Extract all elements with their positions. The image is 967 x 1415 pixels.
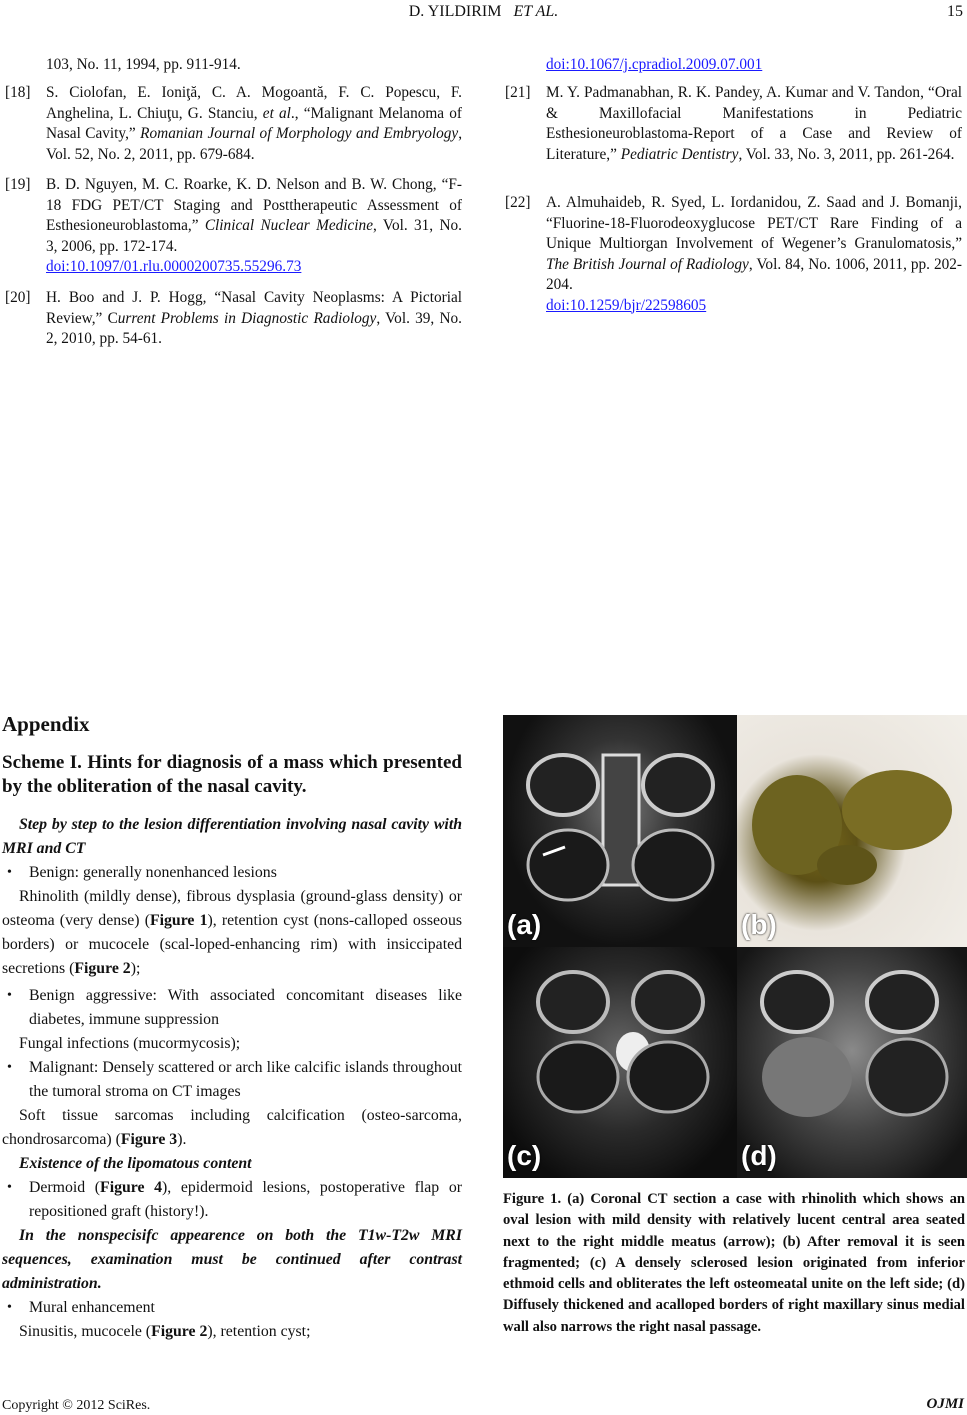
figure-1 xyxy=(503,715,967,1178)
reference-details: , Vol. 31, No. 3, 2006, pp. 172-174. xyxy=(46,217,462,255)
reference-number: [21] xyxy=(505,84,531,101)
reference-title: H. Boo and J. P. Hogg, “Nasal Cavity Neoplasms: A Pictorial Review,” C xyxy=(46,289,462,327)
reference-journal: urrent Problems in Diagnostic Radiology xyxy=(117,309,377,327)
reference-details: , Vol. 33, No. 3, 2011, pp. 261-264. xyxy=(738,145,955,163)
reference-details: , Vol. 84, No. 1006, 2011, pp. 202-204. xyxy=(546,255,962,293)
lipomatous-heading: Existence of the lipomatous content xyxy=(19,1155,252,1172)
reference-20 xyxy=(5,288,462,350)
reference-details: , Vol. 52, No. 2, 2011, pp. 679-684. xyxy=(46,125,463,163)
doi-link[interactable]: doi:10.1259/bjr/22598605 xyxy=(546,296,707,314)
paragraph: Fungal infections (mucormycosis); xyxy=(19,1035,241,1052)
nonspecific-heading: In the nonspecisifc appearence on both the T1w-T2w MRI sequences, examination must be continued after contrast administration. xyxy=(2,1227,462,1292)
bullet-item: • Malignant: Densely scattered or arch like calcific islands throughout the tumoral stroma on CT images xyxy=(2,1056,462,1104)
text: Rhinolith (mildly dense), fibrous dysplasia (ground-glass density) or osteoma (very dense) ( xyxy=(2,888,462,929)
figure-ref: Figure 3 xyxy=(120,1131,178,1148)
text: ). xyxy=(177,1131,187,1148)
reference-number: [22] xyxy=(505,194,531,211)
bullet-item: • Benign: generally nonenhanced lesions xyxy=(2,861,462,885)
appendix-heading: Appendix xyxy=(2,712,90,736)
step-heading: Step by step to the lesion differentiation involving nasal cavity with MRI and CT xyxy=(2,816,462,857)
text: Soft tissue sarcomas including calcification (osteo-sarcoma, chondrosarcoma) ( xyxy=(2,1107,462,1148)
ct-image-panel-c xyxy=(503,947,737,1178)
figure-ref: Figure 1 xyxy=(149,912,208,929)
bullet-item: • Benign aggressive: With associated concomitant diseases like diabetes, immune suppression xyxy=(2,984,462,1032)
reference-details: , Vol. 39, No. 2, 2010, pp. 54-61. xyxy=(46,309,462,347)
appendix-body xyxy=(2,813,462,1344)
reference-journal: Pediatric Dentistry xyxy=(620,145,739,163)
reference-continuation-doi xyxy=(505,55,962,76)
panel-label: (b) xyxy=(741,909,777,940)
reference-title: B. D. Nguyen, M. C. Roarke, K. D. Nelson and B. W. Chong, “F-18 FDG PET/CT Staging and Posttherapeutic Assessment of Esthesioneuroblastoma,” xyxy=(46,176,462,234)
reference-title: ., “Malignant Melanoma of Nasal Cavity,” xyxy=(46,104,462,142)
reference-text: 103, No. 11, 1994, pp. 911-914. xyxy=(46,56,241,73)
reference-journal: Clinical Nuclear Medicine xyxy=(204,217,373,234)
doi-link[interactable]: doi:10.1097/01.rlu.0000200735.55296.73 xyxy=(46,258,302,275)
text: ); xyxy=(130,960,141,977)
bullet-item xyxy=(2,1176,462,1224)
panel-label: (a) xyxy=(507,909,542,940)
reference-title: M. Y. Padmanabhan, R. K. Pandey, A. Kumar and V. Tandon, “Oral & Maxillofacial Manifestations in Pediatric Esthesioneuroblastoma-Report of a Case and Review of Literature,” xyxy=(546,84,962,163)
reference-authors: S. Ciolofan, E. Ioniţă, C. A. Mogoantă, F. C. Popescu, F. Anghelina, L. Chiuţu, G. Stanciu, xyxy=(46,84,462,122)
header-authors: D. YILDIRIM xyxy=(408,3,502,20)
reference-number: [19] xyxy=(5,176,31,193)
running-header xyxy=(0,3,967,21)
reference-number: [20] xyxy=(5,289,31,306)
figure-ref: Figure 2 xyxy=(151,1323,208,1340)
paragraph xyxy=(2,1320,462,1344)
bullet-item: • Mural enhancement xyxy=(2,1296,462,1320)
copyright: Copyright © 2012 SciRes. xyxy=(2,1398,151,1413)
reference-journal: Romanian Journal of Morphology and Embryology xyxy=(140,125,459,142)
panel-label: (c) xyxy=(507,1140,542,1171)
reference-continuation xyxy=(5,55,462,76)
reference-21 xyxy=(505,83,962,165)
reference-19 xyxy=(5,175,462,278)
photo-panel-b xyxy=(737,715,967,947)
ct-image-panel-d xyxy=(737,947,967,1178)
text: Dermoid ( xyxy=(29,1179,101,1196)
reference-journal: The British Journal of Radiology xyxy=(546,255,749,273)
panel-label: (d) xyxy=(741,1140,777,1171)
reference-number: [18] xyxy=(5,84,31,101)
figure-ref: Figure 4 xyxy=(100,1179,163,1196)
journal-name: OJMI xyxy=(926,1396,964,1412)
scheme-heading: Scheme I. Hints for diagnosis of a mass which presented by the obliteration of the nasal cavity. xyxy=(2,752,462,797)
page-number: 15 xyxy=(947,3,963,20)
reference-18 xyxy=(5,83,462,165)
text: ), epidermoid lesions, postoperative flap or repositioned graft (history!). xyxy=(29,1179,462,1220)
header-etal: ET AL. xyxy=(513,3,559,20)
reference-etal: et al xyxy=(262,104,291,122)
paragraph xyxy=(2,1104,462,1152)
ct-image-panel-a xyxy=(503,715,737,947)
reference-title: A. Almuhaideb, R. Syed, L. Iordanidou, Z. Saad and J. Bomanji, “Fluorine-18-Fluorodeoxyglucose PET/CT Rare Finding of a Unique Multiorgan Involvement of Wegener’s Granulomatosis,” xyxy=(546,194,962,252)
figure-caption: Figure 1. (a) Coronal CT section a case with rhinolith which shows an oval lesion with mild density with relatively lucent central area seated next to the right middle meatus (arrow); (b) After removal it is seen fragmented; (c) A densely sclerosed lesion originated from inferior ethmoid cells and obliterates the left osteomeatal unite on the left side; (d) Diffusely thickened and acalloped borders of right maxillary sinus medial wall also narrows the right nasal passage. xyxy=(503,1191,965,1335)
text: ), retention cyst; xyxy=(207,1323,311,1340)
doi-link[interactable]: doi:10.1067/j.cpradiol.2009.07.001 xyxy=(546,56,763,73)
reference-22 xyxy=(505,193,962,316)
paragraph xyxy=(2,885,462,981)
text: ), retention cyst (nons-calloped osseous borders) or mucocele (scal-loped-enhancing rim) with insiccipated secretions ( xyxy=(2,912,462,977)
figure-ref: Figure 2 xyxy=(74,960,131,977)
text: Sinusitis, mucocele ( xyxy=(19,1323,152,1340)
